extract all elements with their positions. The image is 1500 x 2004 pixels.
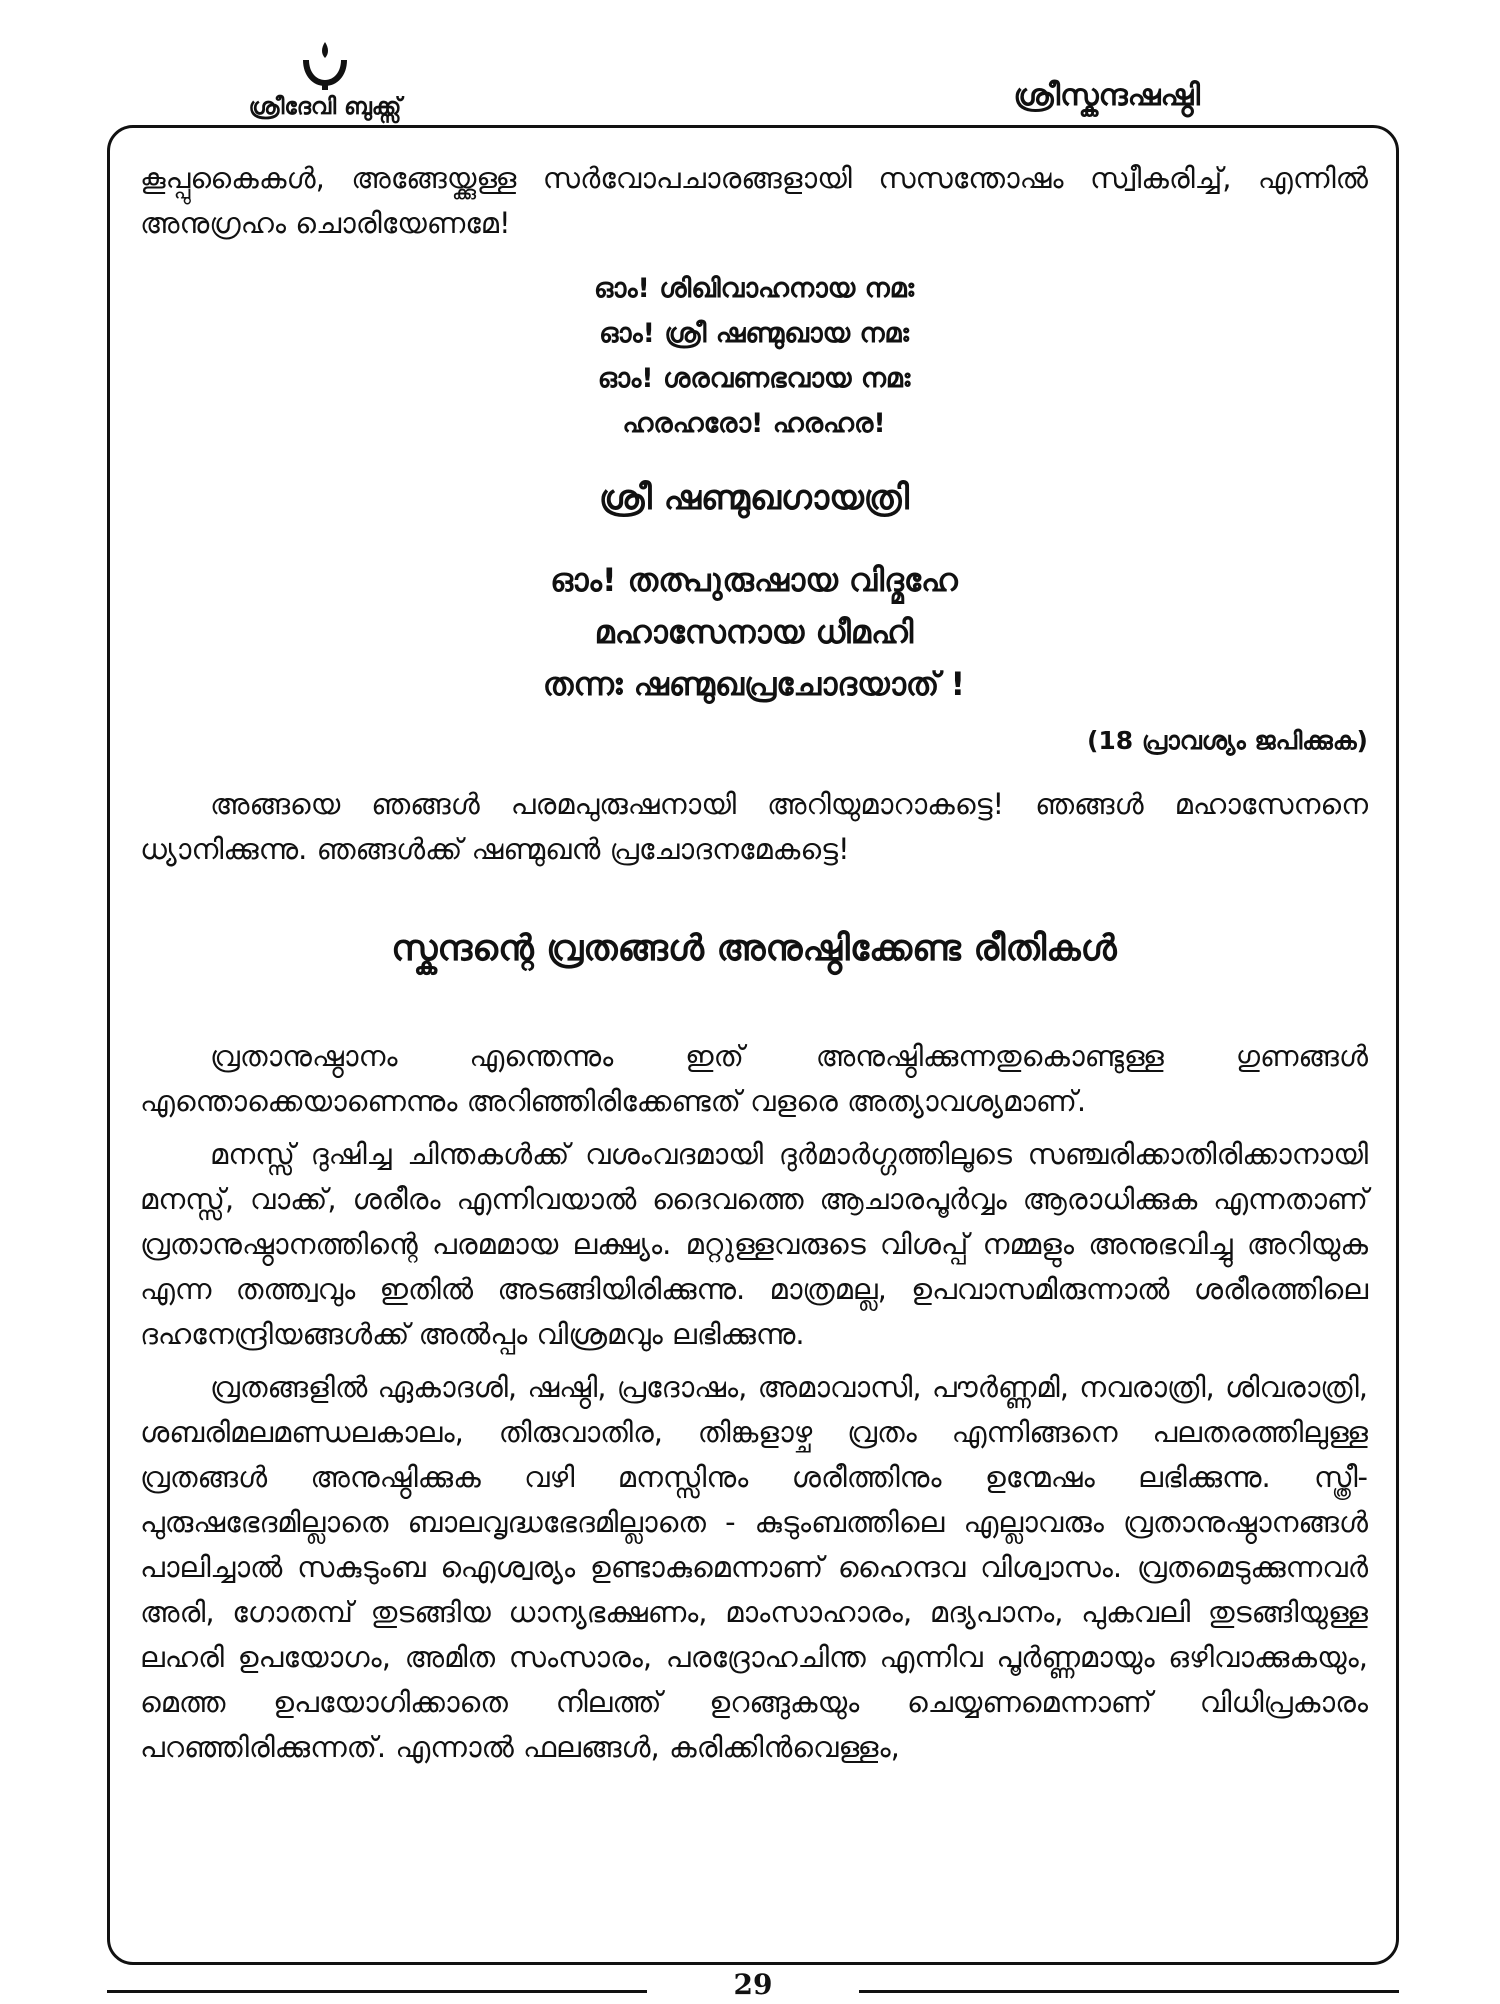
page-content <box>140 156 1368 1770</box>
lamp-flame-logo-icon <box>295 40 355 92</box>
gayatri-line: ഓം! തത്പുരുഷായ വിദ്മഹേ <box>550 561 958 599</box>
footer-rule-right <box>859 1990 1399 1993</box>
page-footer <box>107 1968 1399 2004</box>
chant-count-note: (18 പ്രാവശ്യം ജപിക്കുക) <box>1086 726 1368 755</box>
body-paragraph: മനസ്സ് ദുഷിച്ച ചിന്തകൾക്ക് വശംവദമായി ദുർമാർഗ്ഗത്തിലൂടെ സഞ്ചരിക്കാതിരിക്കാനായി മനസ്സ്, വാക്ക്, ശരീരം എന്നിവയാൽ ദൈവത്തെ ആചാരപൂർവ്വം ആരാധിക്കുക എന്നതാണ് വ്രതാനുഷ്ഠാനത്തിന്റെ പരമമായ ലക്ഷ്യം. മറ്റുള്ളവരുടെ വിശപ്പ് നമ്മളും അനുഭവിച്ചു അറിയുക എന്ന തത്ത്വവും ഇതിൽ അടങ്ങിയിരിക്കുന്നു. മാത്രമല്ല, ഉപവാസമിരുന്നാൽ ശരീരത്തിലെ ദഹനേന്ദ്രിയങ്ങൾക്ക് അൽപ്പം വിശ്രമവും ലഭിക്കുന്നു. <box>140 1137 1368 1351</box>
gayatri-block <box>140 554 1368 710</box>
gayatri-heading: ശ്രീ ഷണ്മുഖഗായത്രി <box>599 478 909 518</box>
book-title: ശ്രീസ്കന്ദഷഷ്ഠി <box>1013 78 1200 113</box>
gayatri-line: തന്നഃ ഷണ്മുഖപ്രചോദയാത് ! <box>542 665 966 703</box>
page-frame <box>107 125 1399 1965</box>
mantra-block <box>140 266 1368 446</box>
intro-paragraph: കൂപ്പുകൈകൾ, അങ്ങേയ്ക്കുള്ള സർവോപചാരങ്ങളായി സസന്തോഷം സ്വീകരിച്ച്, എന്നിൽ അനുഗ്രഹം ചൊരിയേണമേ! <box>140 161 1368 240</box>
page-number: 29 <box>733 1968 773 2001</box>
body-paragraph: വ്രതാനുഷ്ഠാനം എന്തെന്നും ഇത് അനുഷ്ഠിക്കുന്നതുകൊണ്ടുള്ള ഗുണങ്ങൾ എന്തൊക്കെയാണെന്നും അറിഞ്ഞിരിക്കേണ്ടത് വളരെ അത്യാവശ്യമാണ്. <box>140 1039 1368 1118</box>
mantra-line: ഹരഹരോ! ഹരഹര! <box>622 408 886 439</box>
gayatri-line: മഹാസേനായ ധീമഹി <box>594 613 914 651</box>
publisher-name: ശ്രീദേവി ബുക്ക്സ് <box>248 94 402 120</box>
section-heading: സ്കന്ദന്റെ വ്രതങ്ങൾ അനുഷ്ഠിക്കേണ്ട രീതികൾ <box>391 928 1117 969</box>
publisher-block <box>175 40 475 120</box>
gayatri-meaning: അങ്ങയെ ഞങ്ങൾ പരമപുരുഷനായി അറിയുമാറാകട്ടെ! ഞങ്ങൾ മഹാസേനനെ ധ്യാനിക്കുന്നു. ഞങ്ങൾക്ക് ഷണ്മുഖൻ പ്രചോദനമേകട്ടെ! <box>140 787 1368 866</box>
mantra-line: ഓം! ശരവണഭവായ നമഃ <box>597 363 911 394</box>
mantra-line: ഓം! ശ്രീ ഷണ്മുഖായ നമഃ <box>599 318 909 349</box>
body-paragraph: വ്രതങ്ങളിൽ ഏകാദശി, ഷഷ്ഠി, പ്രദോഷം, അമാവാസി, പൗർണ്ണമി, നവരാത്രി, ശിവരാത്രി, ശബരിമലമണ്ഡലകാലം, തിരുവാതിര, തിങ്കളാഴ്ച വ്രതം എന്നിങ്ങനെ പലതരത്തിലുള്ള വ്രതങ്ങൾ അനുഷ്ഠിക്കുക വഴി മനസ്സിനും ശരീത്തിനും ഉന്മേഷം ലഭിക്കുന്നു. സ്ത്രീ-പുരുഷഭേദമില്ലാതെ ബാലവൃദ്ധഭേദമില്ലാതെ - കുടുംബത്തിലെ എല്ലാവരും വ്രതാനുഷ്ഠാനങ്ങൾ പാലിച്ചാൽ സകുടുംബ ഐശ്വര്യം ഉണ്ടാകുമെന്നാണ് ഹൈന്ദവ വിശ്വാസം. വ്രതമെടുക്കുന്നവർ അരി, ഗോതമ്പ് തുടങ്ങിയ ധാന്യഭക്ഷണം, മാംസാഹാരം, മദ്യപാനം, പുകവലി തുടങ്ങിയുള്ള ലഹരി ഉപയോഗം, അമിത സംസാരം, പരദ്രോഹചിന്ത എന്നിവ പൂർണ്ണമായും ഒഴിവാക്കുകയും, മെത്ത ഉപയോഗിക്കാതെ നിലത്ത് ഉറങ്ങുകയും ചെയ്യണമെന്നാണ് വിധിപ്രകാരം പറഞ്ഞിരിക്കുന്നത്. എന്നാൽ ഫലങ്ങൾ, കരിക്കിൻവെള്ളം, <box>140 1370 1368 1764</box>
mantra-line: ഓം! ശിഖിവാഹനായ നമഃ <box>593 273 915 304</box>
